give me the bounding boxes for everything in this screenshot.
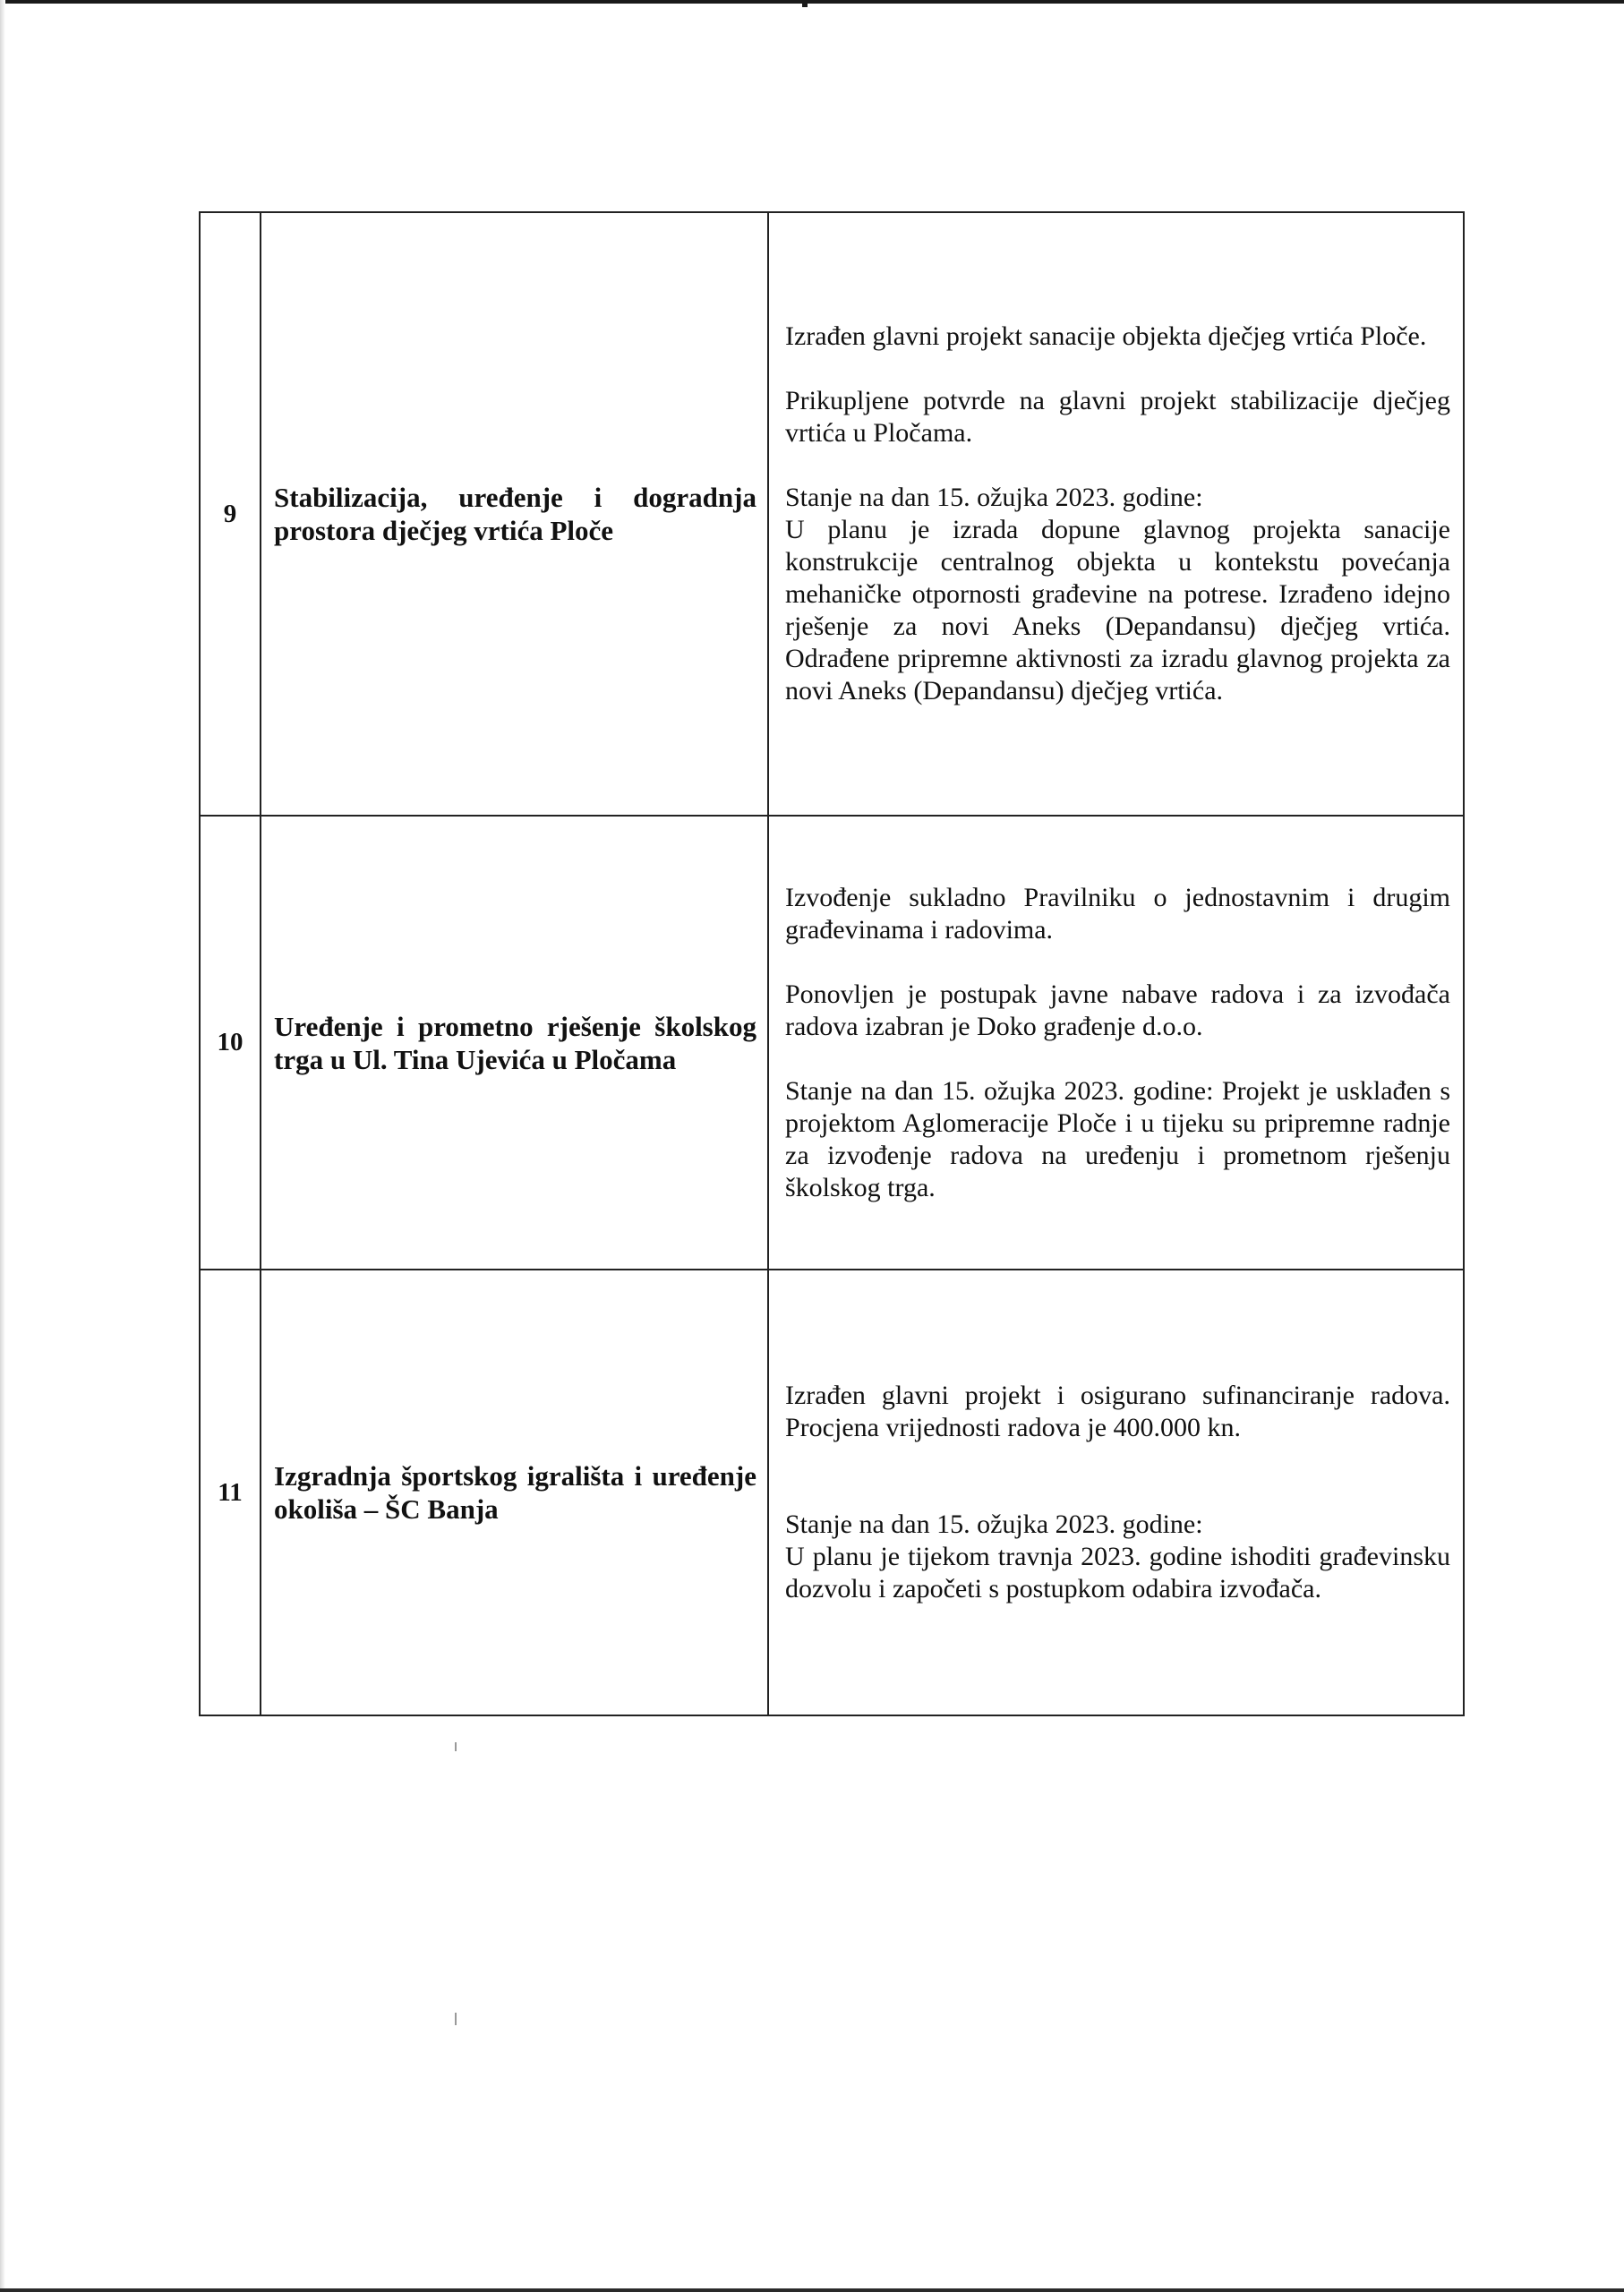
table-row [200, 816, 1464, 1270]
description-paragraph: Prikupljene potvrde na glavni projekt stabilizacije dječjeg vrtića u Pločama. [785, 386, 1450, 448]
status-text: Stanje na dan 15. ožujka 2023. godine: Projekt je usklađen s projektom Aglomeracije Ploče i u tijeku su pripremne radnje za izvođenje radova na uređenju i prometnom rješenju školskog trga. [785, 1075, 1450, 1202]
row-number: 10 [200, 816, 261, 1270]
row-number: 11 [200, 1270, 261, 1715]
row-number: 9 [200, 212, 261, 816]
description-paragraph: Izvođenje sukladno Pravilniku o jednostavnim i drugim građevinama i radovima. [785, 882, 1450, 945]
scan-top-edge [0, 0, 1624, 4]
description-paragraph: Izrađen glavni projekt i osigurano sufinanciranje radova. Procjena vrijednosti radova je 400.000 kn. [785, 1381, 1450, 1442]
project-title: Stabilizacija, uređenje i dogradnja prostora dječjeg vrtića Ploče [261, 212, 768, 816]
table-row [200, 1270, 1464, 1715]
scan-speck [455, 2013, 457, 2025]
status-date: Stanje na dan 15. ožujka 2023. godine: [785, 483, 1203, 512]
scan-left-edge [0, 0, 5, 2292]
scan-speck [455, 1742, 457, 1751]
status-text: U planu je izrada dopune glavnog projekta sanacije konstrukcije centralnog objekta u kontekstu povećanja mehaničke otpornosti građevine na potrese. Izrađeno idejno rješenje za novi Aneks (Depandansu) dječjeg vrtića. Odrađene pripremne aktivnosti za izradu glavnog projekta za novi Aneks (Depandansu) dječjeg vrtića. [785, 515, 1450, 706]
project-description [768, 816, 1464, 1270]
project-description [768, 212, 1464, 816]
status-text: U planu je tijekom travnja 2023. godine ishoditi građevinsku dozvolu i započeti s postupkom odabira izvođača. [785, 1542, 1450, 1604]
project-title: Izgradnja športskog igrališta i uređenje okoliša – ŠC Banja [261, 1270, 768, 1715]
table-row [200, 212, 1464, 816]
scan-bottom-edge [0, 2288, 1624, 2292]
project-status-table [199, 211, 1465, 1716]
status-date: Stanje na dan 15. ožujka 2023. godine: [785, 1509, 1203, 1539]
scan-top-mark [802, 0, 808, 7]
description-paragraph: Izrađen glavni projekt sanacije objekta dječjeg vrtića Ploče. [785, 321, 1427, 351]
description-paragraph: Ponovljen je postupak javne nabave radova i za izvođača radova izabran je Doko građenje d.o.o. [785, 979, 1450, 1041]
project-title: Uređenje i prometno rješenje školskog trga u Ul. Tina Ujevića u Pločama [261, 816, 768, 1270]
project-description [768, 1270, 1464, 1715]
